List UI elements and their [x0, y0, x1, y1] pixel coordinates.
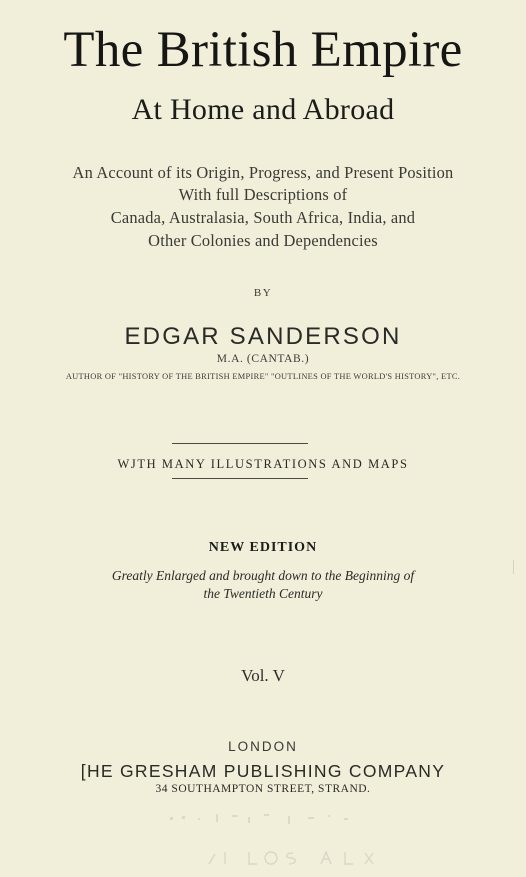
by-label: BY — [253, 287, 273, 299]
imprint-publisher: [HE GRESHAM PUBLISHING COMPANY — [80, 761, 446, 781]
description-line: Other Colonies and Dependencies — [148, 231, 378, 250]
edition-note-line: Greatly Enlarged and brought down to the Beginning of — [111, 568, 415, 583]
author-degree: M.A. (CANTAB.) — [216, 353, 310, 365]
book-subtitle: At Home and Abroad — [131, 93, 395, 126]
author-name: EDGAR SANDERSON — [124, 323, 402, 350]
edition-note-line: the Twentieth Century — [203, 586, 323, 601]
page-edge-mark — [513, 560, 514, 574]
description-line: Canada, Australasia, South Africa, India, and — [110, 208, 416, 227]
book-title: The British Empire — [63, 22, 463, 78]
imprint-city: LONDON — [228, 739, 298, 754]
imprint-address: 34 SOUTHAMPTON STREET, STRAND. — [155, 783, 371, 795]
author-other-works: AUTHOR OF "HISTORY OF THE BRITISH EMPIRE" "OUTLINES OF THE WORLD'S HISTORY", ETC. — [65, 372, 461, 381]
edition-label: NEW EDITION — [208, 540, 318, 555]
library-stamp-mark — [168, 808, 358, 831]
divider-rule — [172, 478, 308, 479]
library-stamp-mark — [205, 846, 385, 873]
description-line: With full Descriptions of — [178, 185, 348, 204]
divider-rule — [172, 443, 308, 444]
illustrations-note: WJTH MANY ILLUSTRATIONS AND MAPS — [117, 457, 409, 471]
description-line: An Account of its Origin, Progress, and Present Position — [72, 163, 454, 182]
volume-label: Vol. V — [241, 666, 285, 685]
